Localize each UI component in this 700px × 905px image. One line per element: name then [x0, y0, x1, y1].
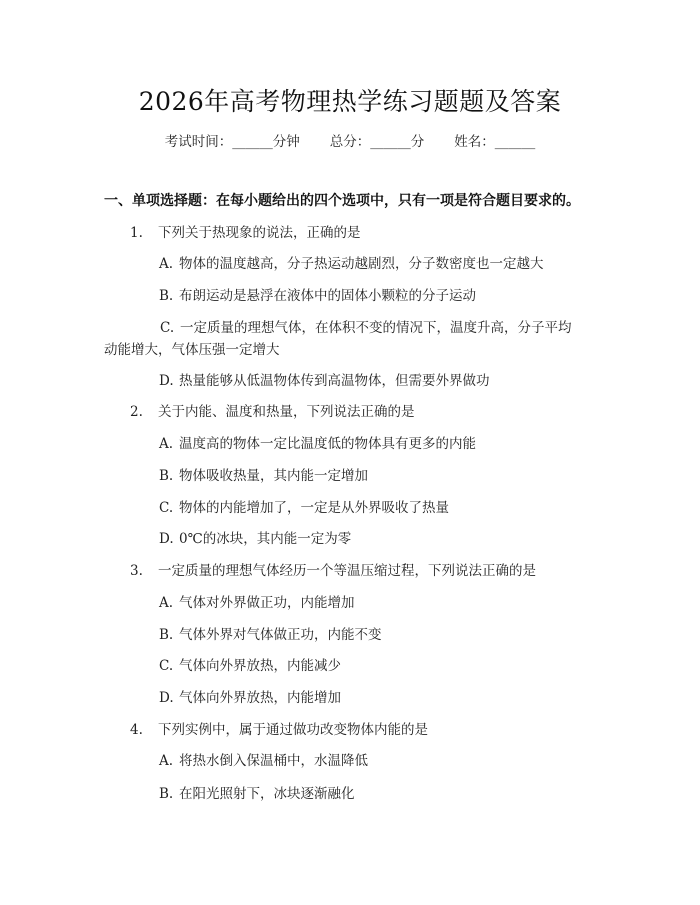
option-letter: D. — [159, 531, 174, 547]
option-text: 一定质量的理想气体，在体积不变的情况下，温度升高，分子平均动能增大，气体压强一定增大 — [104, 320, 572, 358]
option-text: 气体向外界放热，内能减少 — [179, 658, 341, 674]
question-1-option-b — [159, 285, 476, 307]
option-text: 在阳光照射下，冰块逐渐融化 — [179, 786, 355, 802]
question-text: 关于内能、温度和热量，下列说法正确的是 — [158, 404, 415, 420]
question-4-option-b — [159, 783, 355, 805]
question-number: 3. — [130, 563, 143, 579]
option-letter: C. — [159, 658, 174, 674]
question-2-stem — [130, 401, 415, 423]
question-2-option-a — [159, 433, 476, 455]
option-text: 物体的内能增加了，一定是从外界吸收了热量 — [179, 500, 449, 516]
option-letter: A. — [159, 753, 174, 769]
question-2-option-b — [159, 465, 368, 487]
question-3-option-d — [159, 687, 341, 709]
question-1-stem — [130, 222, 361, 244]
option-letter: D. — [159, 690, 174, 706]
exam-time-field: 考试时间：______分钟 — [164, 134, 300, 150]
student-name-field: 姓名：______ — [454, 134, 536, 150]
section-heading: 一、单项选择题：在每小题给出的四个选项中，只有一项是符合题目要求的。 — [104, 193, 580, 209]
question-number: 1. — [130, 225, 143, 241]
page-title: 2026年高考物理热学练习题题及答案 — [138, 87, 562, 116]
option-text: 气体对外界做正功，内能增加 — [179, 595, 355, 611]
question-2-option-d — [159, 528, 351, 550]
option-letter: A. — [159, 595, 174, 611]
option-letter: C. — [159, 500, 174, 516]
question-3-option-b — [159, 624, 382, 646]
question-text: 下列实例中，属于通过做功改变物体内能的是 — [158, 722, 428, 738]
option-text: 热量能够从低温物体传到高温物体，但需要外界做功 — [179, 373, 490, 389]
option-text: 气体向外界放热，内能增加 — [179, 690, 341, 706]
option-text: 温度高的物体一定比温度低的物体具有更多的内能 — [179, 436, 476, 452]
option-letter: A. — [159, 436, 174, 452]
question-4-stem — [130, 719, 428, 741]
question-3-option-a — [159, 592, 355, 614]
question-2-option-c — [159, 497, 449, 519]
question-1-option-a — [159, 253, 544, 275]
question-3-option-c — [159, 655, 341, 677]
question-text: 下列关于热现象的说法，正确的是 — [158, 225, 361, 241]
option-text: 将热水倒入保温桶中，水温降低 — [179, 753, 368, 769]
option-letter: B. — [159, 468, 174, 484]
option-letter: B. — [159, 627, 174, 643]
question-number: 4. — [130, 722, 143, 738]
option-text: 物体吸收热量，其内能一定增加 — [179, 468, 368, 484]
question-1-option-c — [104, 317, 584, 361]
option-letter: B. — [159, 288, 174, 304]
option-letter: A. — [159, 256, 174, 272]
total-score-field: 总分：______分 — [329, 134, 425, 150]
option-text: 0℃的冰块，其内能一定为零 — [179, 531, 352, 547]
exam-meta — [0, 130, 700, 150]
question-3-stem — [130, 560, 536, 582]
question-text: 一定质量的理想气体经历一个等温压缩过程，下列说法正确的是 — [158, 563, 536, 579]
question-number: 2. — [130, 404, 143, 420]
question-4-option-a — [159, 750, 368, 772]
option-text: 气体外界对气体做正功，内能不变 — [179, 627, 382, 643]
question-1-option-d — [159, 370, 490, 392]
option-letter: B. — [159, 786, 174, 802]
option-letter: D. — [159, 373, 174, 389]
option-text: 物体的温度越高，分子热运动越剧烈，分子数密度也一定越大 — [179, 256, 544, 272]
option-text: 布朗运动是悬浮在液体中的固体小颗粒的分子运动 — [179, 288, 476, 304]
option-letter: C. — [160, 320, 175, 336]
